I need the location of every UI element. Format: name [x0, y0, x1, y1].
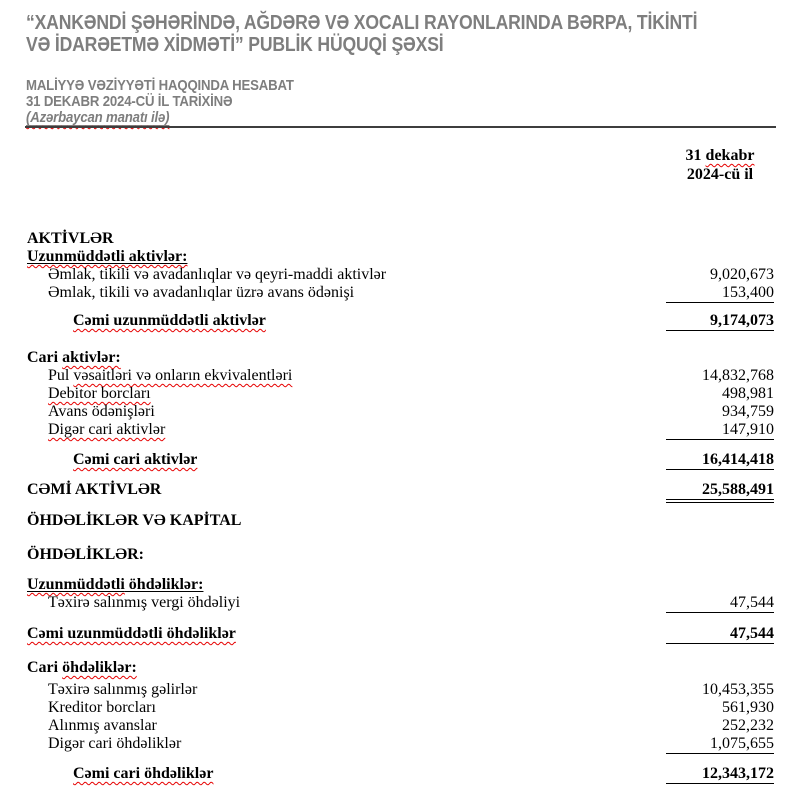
column-header-line1: 31 dekabr	[685, 147, 755, 164]
row-label: ÖHDƏLİKLƏR VƏ KAPİTAL	[27, 512, 242, 529]
total-cari-ohdelikler	[27, 765, 774, 784]
subsection-uzunmuddetli-ohdelikler	[27, 576, 774, 594]
organization-title	[26, 12, 697, 56]
line-item-diger-cari-ohdelikler	[27, 735, 774, 754]
line-item-emlak-qeyri-maddi	[27, 266, 774, 284]
line-item-avans-odenisleri	[27, 403, 774, 421]
document-header	[26, 12, 789, 126]
row-value: 47,544	[666, 625, 774, 644]
row-label: Cəmi uzunmüddətli aktivlər	[73, 312, 266, 329]
row-value: 1,075,655	[666, 735, 774, 754]
row-value: 9,020,673	[710, 266, 774, 283]
row-label: Uzunmüddətli aktivlər:	[27, 248, 188, 265]
grand-total-aktivler	[27, 481, 774, 503]
subsection-uzunmuddetli-aktivler	[27, 248, 774, 266]
row-label: Uzunmüddətli öhdəliklər:	[27, 576, 204, 593]
row-label: Təxirə salınmış gəlirlər	[48, 681, 198, 698]
row-value: 561,930	[722, 699, 774, 716]
header-divider-line	[25, 126, 776, 128]
total-cari-aktivler	[27, 451, 774, 470]
row-label: Pul vəsaitləri və onların ekvivalentləri	[48, 367, 293, 384]
row-label: Debitor borcları	[48, 385, 151, 402]
row-value: 14,832,768	[702, 367, 774, 384]
row-label: Əmlak, tikili və avadanlıqlar və qeyri-maddi aktivlər	[48, 266, 387, 283]
row-label: Cəmi uzunmüddətli öhdəliklər	[27, 625, 236, 642]
line-item-alinmis-avanslar	[27, 717, 774, 735]
row-value: 252,232	[722, 717, 774, 734]
section-header-ohdelikler	[27, 546, 774, 564]
row-label: Digər cari aktivlər	[48, 421, 166, 438]
report-title: MALİYYƏ VƏZİYYƏTİ HAQQINDA HESABAT	[26, 77, 294, 94]
row-label: Digər cari öhdəliklər	[48, 735, 182, 752]
organization-title-line1: “XANKƏNDİ ŞƏHƏRİNDƏ, AĞDƏRƏ VƏ XOCALI RAYONLARINDA BƏRPA, TİKİNTİ	[26, 12, 698, 34]
line-item-emlak-avans	[27, 284, 774, 303]
row-value: 25,588,491	[666, 481, 774, 503]
row-value: 12,343,172	[666, 765, 774, 784]
row-label: Təxirə salınmış vergi öhdəliyi	[48, 594, 241, 611]
row-label: AKTİVLƏR	[27, 230, 114, 247]
column-header-line2: 2024-cü il	[686, 166, 754, 183]
section-header-ohdelikler-ve-kapital	[27, 512, 774, 530]
row-label: Cəmi cari öhdəliklər	[73, 765, 214, 782]
row-value: 10,453,355	[702, 681, 774, 698]
row-label: Cari aktivlər:	[27, 349, 121, 366]
row-value: 16,414,418	[666, 451, 774, 470]
row-label: Əmlak, tikili və avadanlıqlar üzrə avans ödənişi	[48, 284, 355, 301]
row-label: Alınmış avanslar	[48, 717, 157, 734]
row-label: Kreditor borcları	[48, 699, 156, 716]
line-item-texire-salinmis-vergi	[27, 594, 774, 613]
line-item-diger-cari-aktivler	[27, 421, 774, 440]
line-item-kreditor-borclari	[27, 699, 774, 717]
row-value: 147,910	[666, 421, 774, 440]
line-item-debitor-borclari	[27, 385, 774, 403]
total-uzunmuddetli-ohdelikler	[27, 625, 774, 644]
currency-note: (Azərbaycan manatı ilə)	[26, 109, 170, 126]
line-item-pul-vesaitleri	[27, 367, 774, 385]
row-value: 153,400	[666, 284, 774, 303]
total-uzunmuddetli-aktivler	[27, 312, 774, 331]
row-value: 498,981	[722, 385, 774, 402]
row-label: ÖHDƏLİKLƏR:	[27, 546, 144, 563]
row-label: Cəmi cari aktivlər	[73, 451, 198, 468]
column-header-date	[645, 146, 794, 184]
row-value: 47,544	[666, 594, 774, 613]
statement-table	[27, 230, 774, 784]
organization-title-line2: VƏ İDARƏETMƏ XİDMƏTİ” PUBLİK HÜQUQİ ŞƏXSİ	[26, 34, 444, 56]
line-item-texire-salinmis-gelirler	[27, 681, 774, 699]
row-label: Avans ödənişləri	[48, 403, 155, 420]
row-value: 934,759	[722, 403, 774, 420]
section-header-aktivler	[27, 230, 774, 248]
subsection-cari-ohdelikler	[27, 659, 774, 677]
report-date-line: 31 DEKABR 2024-CÜ İL TARİXİNƏ	[26, 93, 233, 110]
report-subtitle	[26, 78, 697, 126]
subsection-cari-aktivler	[27, 349, 774, 367]
row-value: 9,174,073	[666, 312, 774, 331]
row-label: CƏMİ AKTİVLƏR	[27, 481, 162, 498]
row-label: Cari öhdəliklər:	[27, 659, 137, 676]
